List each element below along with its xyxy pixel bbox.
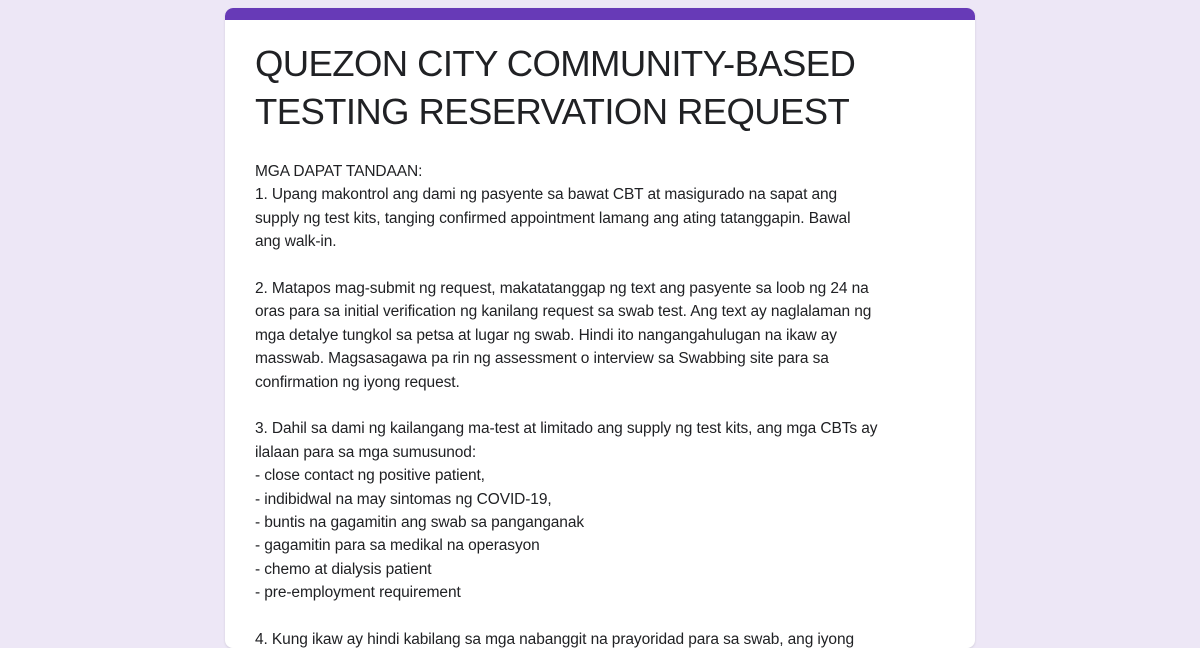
description-line: 2. Matapos mag-submit ng request, makatatanggap ng text ang pasyente sa loob ng 24 na — [255, 280, 869, 298]
form-title — [255, 40, 945, 136]
description-line: masswab. Magsasagawa pa rin ng assessment o interview sa Swabbing site para sa — [255, 350, 829, 368]
description-line: 3. Dahil sa dami ng kailangang ma-test at limitado ang supply ng test kits, ang mga CBTs ay — [255, 420, 878, 438]
description-line: ilalaan para sa mga sumusunod: — [255, 443, 477, 461]
description-heading: MGA DAPAT TANDAAN: — [255, 163, 423, 180]
description-list-item: - gagamitin para sa medikal na operasyon — [255, 537, 540, 555]
form-title-line: QUEZON CITY COMMUNITY-BASED — [255, 43, 856, 84]
description-line: confirmation ng iyong request. — [255, 373, 460, 391]
description-list-item: - pre-employment requirement — [255, 584, 461, 602]
description-line: 4. Kung ikaw ay hindi kabilang sa mga nabanggit na prayoridad para sa swab, ang iyong — [255, 631, 854, 648]
form-title-line: TESTING RESERVATION REQUEST — [255, 91, 850, 132]
description-blank-line — [255, 605, 950, 628]
description-line: supply ng test kits, tanging confirmed appointment lamang ang ating tatanggapin. Bawal — [255, 209, 851, 227]
description-list-item: - chemo at dialysis patient — [255, 560, 432, 578]
description-list-item: - close contact ng positive patient, — [255, 467, 485, 485]
form-description — [255, 160, 950, 648]
description-blank-line — [255, 254, 950, 277]
description-blank-line — [255, 394, 950, 417]
form-accent-bar — [225, 8, 975, 20]
description-line: ang walk-in. — [255, 233, 337, 251]
description-list-item: - buntis na gagamitin ang swab sa panganganak — [255, 514, 584, 532]
description-line: mga detalye tungkol sa petsa at lugar ng swab. Hindi ito nangangahulugan na ikaw ay — [255, 326, 837, 344]
description-line: oras para sa initial verification ng kanilang request sa swab test. Ang text ay naglalaman ng — [255, 303, 872, 321]
description-list-item: - indibidwal na may sintomas ng COVID-19, — [255, 490, 552, 508]
form-header-card — [225, 8, 975, 648]
description-line: 1. Upang makontrol ang dami ng pasyente sa bawat CBT at masigurado na sapat ang — [255, 186, 838, 204]
